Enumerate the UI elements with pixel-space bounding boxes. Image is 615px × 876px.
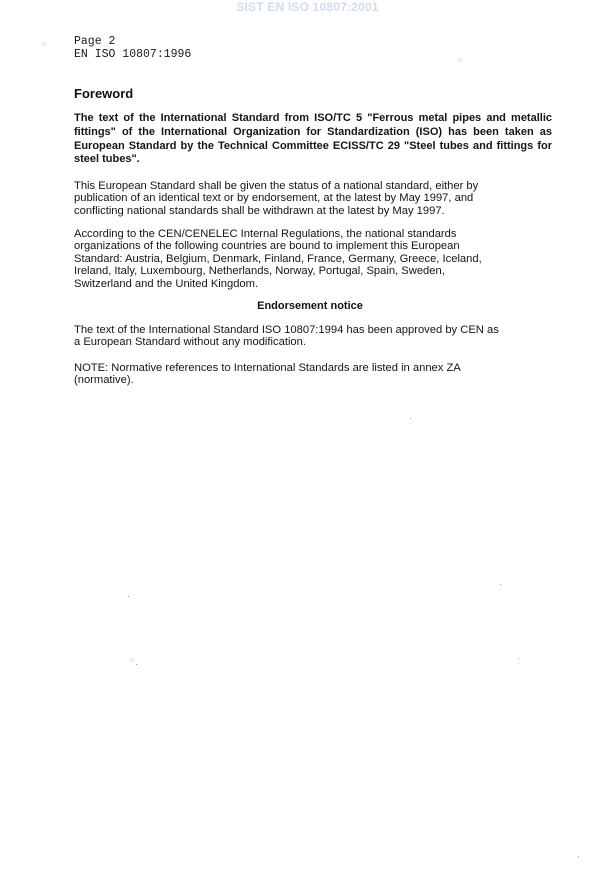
status-line: publication of an identical text or by endorsement, at the latest by May 1997, and: [74, 192, 474, 205]
endorsement-paragraph: [74, 324, 554, 349]
regulations-line: organizations of the following countries are bound to implement this European: [74, 240, 460, 253]
endorsement-line: a European Standard without any modification.: [74, 336, 306, 349]
scan-speck: [578, 856, 579, 857]
page-number: Page 2: [74, 35, 116, 48]
note-line: NOTE: Normative references to International Standards are listed in annex ZA: [74, 362, 461, 374]
regulations-line: Ireland, Italy, Luxembourg, Netherlands, Norway, Portugal, Spain, Sweden,: [74, 265, 445, 278]
endorsement-heading: Endorsement notice: [257, 300, 363, 312]
regulations-line: According to the CEN/CENELEC Internal Regulations, the national standards: [74, 228, 457, 240]
regulations-line: Standard: Austria, Belgium, Denmark, Finland, France, Germany, Greece, Iceland,: [74, 252, 482, 265]
scan-speck: [44, 44, 45, 45]
scan-speck: [410, 418, 411, 419]
watermark: SIST EN ISO 10807:2001: [236, 0, 379, 14]
scan-speck: [136, 664, 137, 665]
regulations-line: Switzerland and the United Kingdom.: [74, 277, 259, 290]
regulations-paragraph: [74, 228, 554, 290]
standard-reference: EN ISO 10807:1996: [74, 48, 192, 61]
scan-speck: [500, 584, 501, 585]
scan-speck: [518, 658, 519, 659]
foreword-heading: Foreword: [74, 86, 134, 101]
status-line: conflicting national standards shall be withdrawn at the latest by May 1997.: [74, 204, 445, 217]
scan-speck: [128, 596, 129, 597]
note-line: (normative).: [74, 374, 134, 387]
scan-speck: [132, 660, 133, 661]
endorsement-line: The text of the International Standard ISO 10807:1994 has been approved by CEN as: [74, 324, 499, 336]
status-line: This European Standard shall be given the status of a national standard, either by: [74, 180, 479, 192]
note-paragraph: [74, 362, 554, 387]
status-paragraph: [74, 180, 554, 217]
page-header: [74, 35, 191, 61]
foreword-intro-paragraph: The text of the International Standard from ISO/TC 5 "Ferrous metal pipes and metallic fittings" of the International Organization for Standardization (ISO) has been taken as European Standard by the Technical Committee ECISS/TC 29 "Steel tubes and fittings for steel tubes".: [74, 112, 552, 166]
scan-speck: [460, 60, 461, 61]
